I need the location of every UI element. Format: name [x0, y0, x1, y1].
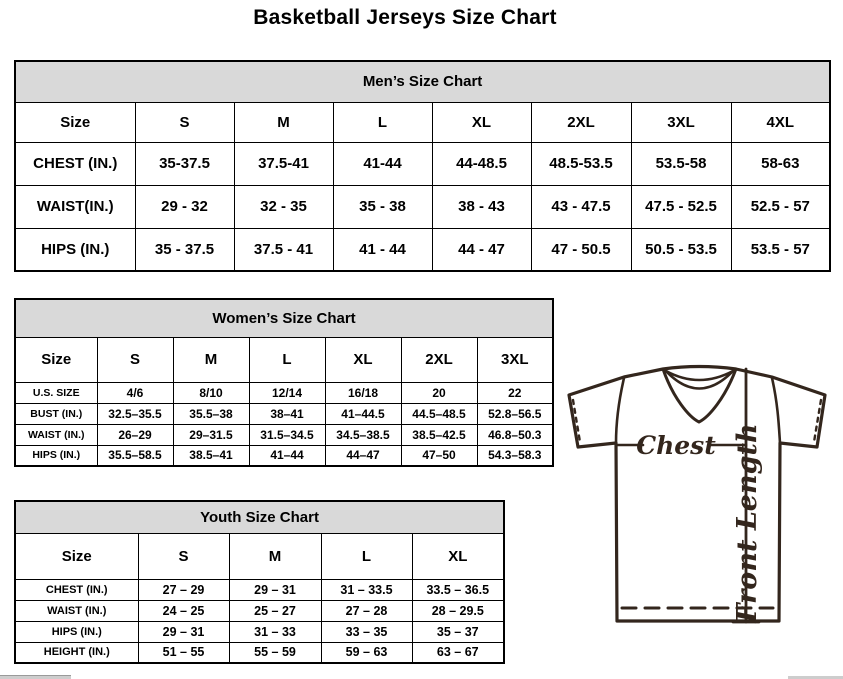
- mens-cell: 47 - 50.5: [531, 228, 631, 271]
- mens-row-label: HIPS (IN.): [15, 228, 135, 271]
- mens-cell: 52.5 - 57: [731, 185, 830, 228]
- mens-cell: 29 - 32: [135, 185, 234, 228]
- mens-size-table: [14, 60, 831, 272]
- mens-size-header: Size: [15, 102, 135, 142]
- youth-row-label: CHEST (IN.): [15, 579, 138, 600]
- table-row: [15, 600, 504, 621]
- mens-cell: 53.5 - 57: [731, 228, 830, 271]
- womens-cell: 52.8–56.5: [477, 403, 553, 424]
- womens-cell: 4/6: [97, 382, 173, 403]
- mens-row-label: CHEST (IN.): [15, 142, 135, 185]
- womens-cell: 29–31.5: [173, 424, 249, 445]
- womens-cell: 38.5–42.5: [401, 424, 477, 445]
- mens-cell: 53.5-58: [631, 142, 731, 185]
- mens-col-header: XL: [432, 102, 531, 142]
- mens-cell: 44 - 47: [432, 228, 531, 271]
- womens-cell: 16/18: [325, 382, 401, 403]
- womens-cell: 12/14: [249, 382, 325, 403]
- table-row: [15, 403, 553, 424]
- womens-cell: 26–29: [97, 424, 173, 445]
- mens-cell: 41-44: [333, 142, 432, 185]
- youth-row-label: WAIST (IN.): [15, 600, 138, 621]
- youth-cell: 24 – 25: [138, 600, 229, 621]
- jersey-icon: [556, 358, 840, 654]
- mens-table-title: Men’s Size Chart: [15, 61, 830, 102]
- womens-cell: 47–50: [401, 445, 477, 466]
- table-row: [15, 382, 553, 403]
- table-row: [15, 228, 830, 271]
- womens-row-label: WAIST (IN.): [15, 424, 97, 445]
- mens-row-label: WAIST(IN.): [15, 185, 135, 228]
- table-row: [15, 579, 504, 600]
- youth-cell: 31 – 33.5: [321, 579, 412, 600]
- jersey-measurement-diagram: [556, 358, 840, 654]
- womens-cell: 32.5–35.5: [97, 403, 173, 424]
- womens-cell: 46.8–50.3: [477, 424, 553, 445]
- womens-table-title: Women’s Size Chart: [15, 299, 553, 337]
- mens-cell: 35-37.5: [135, 142, 234, 185]
- table-row: [15, 424, 553, 445]
- youth-cell: 33 – 35: [321, 621, 412, 642]
- table-row: [15, 445, 553, 466]
- mens-cell: 35 - 37.5: [135, 228, 234, 271]
- womens-cell: 35.5–38: [173, 403, 249, 424]
- youth-cell: 55 – 59: [229, 642, 321, 663]
- mens-cell: 43 - 47.5: [531, 185, 631, 228]
- mens-col-header: 4XL: [731, 102, 830, 142]
- table-row: [15, 642, 504, 663]
- womens-cell: 20: [401, 382, 477, 403]
- mens-cell: 48.5-53.5: [531, 142, 631, 185]
- womens-size-table: [14, 298, 554, 467]
- youth-size-header: Size: [15, 533, 138, 579]
- womens-col-header: 3XL: [477, 337, 553, 382]
- womens-col-header: L: [249, 337, 325, 382]
- womens-cell: 54.3–58.3: [477, 445, 553, 466]
- womens-cell: 38–41: [249, 403, 325, 424]
- womens-cell: 41–44: [249, 445, 325, 466]
- womens-cell: 38.5–41: [173, 445, 249, 466]
- youth-cell: 63 – 67: [412, 642, 504, 663]
- womens-size-header: Size: [15, 337, 97, 382]
- table-row: [15, 185, 830, 228]
- youth-cell: 59 – 63: [321, 642, 412, 663]
- mens-cell: 37.5-41: [234, 142, 333, 185]
- youth-col-header: S: [138, 533, 229, 579]
- mens-cell: 37.5 - 41: [234, 228, 333, 271]
- womens-col-header: 2XL: [401, 337, 477, 382]
- mens-cell: 50.5 - 53.5: [631, 228, 731, 271]
- mens-cell: 38 - 43: [432, 185, 531, 228]
- womens-cell: 34.5–38.5: [325, 424, 401, 445]
- mens-cell: 58-63: [731, 142, 830, 185]
- youth-cell: 35 – 37: [412, 621, 504, 642]
- table-row: [15, 621, 504, 642]
- youth-cell: 29 – 31: [229, 579, 321, 600]
- womens-cell: 44–47: [325, 445, 401, 466]
- mens-cell: 41 - 44: [333, 228, 432, 271]
- womens-col-header: M: [173, 337, 249, 382]
- mens-cell: 35 - 38: [333, 185, 432, 228]
- womens-cell: 41–44.5: [325, 403, 401, 424]
- mens-col-header: 2XL: [531, 102, 631, 142]
- youth-col-header: M: [229, 533, 321, 579]
- mens-cell: 32 - 35: [234, 185, 333, 228]
- chest-measure-label: Chest: [636, 431, 716, 460]
- womens-cell: 8/10: [173, 382, 249, 403]
- youth-size-table: [14, 500, 505, 664]
- youth-cell: 29 – 31: [138, 621, 229, 642]
- mens-col-header: L: [333, 102, 432, 142]
- womens-cell: 31.5–34.5: [249, 424, 325, 445]
- womens-row-label: U.S. SIZE: [15, 382, 97, 403]
- womens-row-label: BUST (IN.): [15, 403, 97, 424]
- youth-row-label: HEIGHT (IN.): [15, 642, 138, 663]
- womens-cell: 35.5–58.5: [97, 445, 173, 466]
- mens-col-header: S: [135, 102, 234, 142]
- womens-cell: 22: [477, 382, 553, 403]
- youth-cell: 27 – 29: [138, 579, 229, 600]
- youth-cell: 51 – 55: [138, 642, 229, 663]
- womens-col-header: XL: [325, 337, 401, 382]
- page-title: Basketball Jerseys Size Chart: [253, 6, 557, 29]
- youth-col-header: L: [321, 533, 412, 579]
- youth-col-header: XL: [412, 533, 504, 579]
- youth-cell: 31 – 33: [229, 621, 321, 642]
- youth-row-label: HIPS (IN.): [15, 621, 138, 642]
- youth-cell: 28 – 29.5: [412, 600, 504, 621]
- womens-row-label: HIPS (IN.): [15, 445, 97, 466]
- mens-col-header: 3XL: [631, 102, 731, 142]
- mens-cell: 44-48.5: [432, 142, 531, 185]
- table-row: [15, 142, 830, 185]
- youth-table-title: Youth Size Chart: [15, 501, 504, 533]
- womens-col-header: S: [97, 337, 173, 382]
- front-length-measure-label: Front Length: [732, 423, 763, 623]
- mens-col-header: M: [234, 102, 333, 142]
- mens-cell: 47.5 - 52.5: [631, 185, 731, 228]
- womens-cell: 44.5–48.5: [401, 403, 477, 424]
- youth-cell: 27 – 28: [321, 600, 412, 621]
- horizontal-scrollbar-fragment[interactable]: [0, 675, 71, 679]
- youth-cell: 33.5 – 36.5: [412, 579, 504, 600]
- youth-cell: 25 – 27: [229, 600, 321, 621]
